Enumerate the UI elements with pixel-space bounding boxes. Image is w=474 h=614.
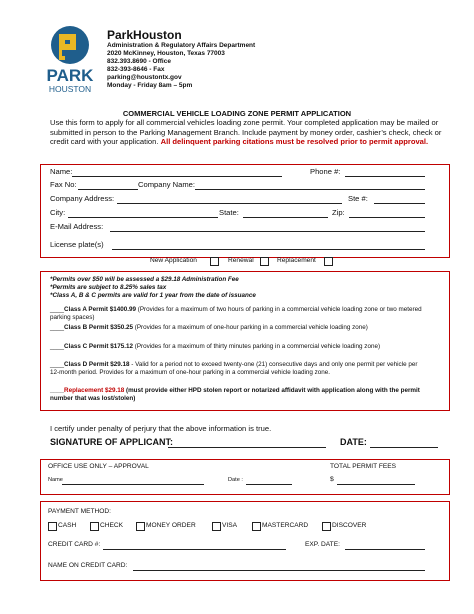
money-order-label: MONEY ORDER (146, 522, 196, 529)
company-name-label: Company Name: (138, 180, 195, 189)
certify-statement: I certify under penalty of perjury that the above information is true. (50, 424, 272, 433)
svg-text:PARK: PARK (46, 66, 94, 85)
credit-card-label: CREDIT CARD #: (48, 541, 101, 548)
zip-label: Zip: (332, 208, 345, 217)
replacement-desc: (must provide either HPD stolen report or notarized affidavit with application along with the permit number that was lost/stolen) (50, 387, 420, 403)
phone-field[interactable] (345, 176, 425, 177)
payment-method-label: PAYMENT METHOD: (48, 508, 112, 515)
class-c-name: Class C Permit $175.12 (64, 343, 133, 350)
intro-body: Use this form to apply for all commercial vehicles loading zone permit. Your completed application may be mailed or submitted in person to the Parking Management Branch. Include payment by money order, cashier’s check, check or credit card with your application. (50, 118, 442, 147)
card-name-label: NAME ON CREDIT CARD: (48, 562, 128, 569)
mastercard-label: MASTERCARD (262, 522, 309, 529)
class-a-name: Class A Permit $1400.99 (64, 306, 137, 313)
intro-warning: All delinquent parking citations must be resolved prior to permit approval. (160, 137, 429, 147)
class-a-desc: (Provides for a maximum of two hours of parking in a commercial vehicle loading zone or two metered parking spaces) (50, 306, 422, 322)
fax-line: 832-393-8646 - Fax (107, 66, 165, 73)
city-label: City: (50, 208, 66, 217)
replacement-label: Replacement (277, 257, 316, 264)
credit-card-field[interactable] (103, 549, 286, 550)
mastercard-checkbox[interactable] (252, 522, 261, 531)
cash-checkbox[interactable] (48, 522, 57, 531)
date-label: DATE: (340, 437, 367, 447)
email-field[interactable] (110, 231, 425, 232)
name-field[interactable] (72, 176, 282, 177)
email-label: E-Mail Address: (50, 222, 104, 231)
check-label: CHECK (100, 522, 124, 529)
intro-text (50, 118, 445, 147)
parkhouston-logo (40, 25, 100, 97)
company-address-label: Company Address: (50, 194, 115, 203)
zip-field[interactable] (349, 217, 425, 218)
signature-label: SIGNATURE OF APPLICANT: (50, 437, 173, 447)
dollar-sign: $ (330, 476, 334, 483)
note-validity: *Class A, B & C permits are valid for 1 year from the date of issuance (50, 292, 256, 299)
signature-date-field[interactable] (370, 447, 438, 448)
ste-field[interactable] (374, 203, 425, 204)
office-use-header: OFFICE USE ONLY – APPROVAL (48, 463, 149, 470)
office-name-label: Name (48, 477, 63, 483)
replacement-permit[interactable]: ____Replacement $29.18 (must provide either HPD stolen report or notarized affidavit with application along with the permit number that was lost/stolen) (50, 387, 420, 403)
fax-field[interactable] (78, 189, 138, 190)
license-field[interactable] (112, 249, 425, 250)
renewal-label: Renewal (228, 257, 254, 264)
exp-date-field[interactable] (345, 549, 425, 550)
signature-field[interactable] (168, 447, 326, 448)
class-d-desc: - Valid for a period not to exceed twenty-one (21) consecutive days and only one permit per vehicle per 12-month period. Provides for a maximum of one-hour parking in a commercial vehicle loading zone. (50, 361, 418, 377)
class-b-desc: (Provides for a maximum of one-hour parking in a commercial vehicle loading zone) (132, 324, 368, 331)
address-line: 2020 McKinney, Houston, Texas 77003 (107, 50, 225, 57)
ste-label: Ste #: (348, 194, 368, 203)
card-name-field[interactable] (133, 570, 425, 571)
office-date-field[interactable] (246, 484, 292, 485)
cash-label: CASH (58, 522, 77, 529)
discover-label: DISCOVER (332, 522, 367, 529)
discover-checkbox[interactable] (322, 522, 331, 531)
dept-line: Administration & Regulatory Affairs Department (107, 42, 256, 49)
svg-text:HOUSTON: HOUSTON (48, 84, 92, 94)
replacement-checkbox[interactable] (324, 257, 333, 266)
money-order-checkbox[interactable] (136, 522, 145, 531)
office-phone: 832.393.8690 - Office (107, 58, 171, 65)
renewal-checkbox[interactable] (260, 257, 269, 266)
new-application-checkbox[interactable] (210, 257, 219, 266)
class-b-name: Class B Permit $350.25 (64, 324, 133, 331)
check-checkbox[interactable] (90, 522, 99, 531)
fax-label: Fax No: (50, 180, 77, 189)
visa-checkbox[interactable] (212, 522, 221, 531)
state-field[interactable] (243, 217, 328, 218)
name-label: Name: (50, 167, 73, 176)
class-c-permit[interactable]: ____Class C Permit $175.12 (Provides for a maximum of thirty minutes parking in a commercial vehicle loading zone) (50, 343, 381, 350)
class-d-permit[interactable]: ____Class D Permit $29.18 - Valid for a period not to exceed twenty-one (21) consecutive days and only one permit per vehicle per 12-month period. Provides for a maximum of one-hour parking in a commercial vehicle loading zone. (50, 361, 418, 377)
office-date-label: Date : (228, 477, 243, 483)
hours-line: Monday - Friday 8am – 5pm (107, 82, 193, 89)
phone-label: Phone #: (310, 167, 341, 176)
class-a-permit[interactable]: ____Class A Permit $1400.99 (Provides for a maximum of two hours of parking in a commercial vehicle loading zone or two metered parking spaces) (50, 306, 422, 322)
total-fees-field[interactable] (337, 484, 415, 485)
new-application-label: New Application (150, 257, 197, 264)
class-b-permit[interactable]: ____Class B Permit $350.25 (Provides for a maximum of one-hour parking in a commercial vehicle loading zone) (50, 324, 368, 331)
replacement-name: Replacement $29.18 (64, 387, 125, 394)
form-title: COMMERCIAL VEHICLE LOADING ZONE PERMIT APPLICATION (122, 109, 352, 118)
office-name-field[interactable] (62, 484, 204, 485)
class-c-desc: (Provides for a maximum of thirty minutes parking in a commercial vehicle loading zone) (132, 343, 381, 350)
email-line: parking@houstontx.gov (107, 74, 182, 81)
org-name: ParkHouston (107, 28, 182, 42)
class-d-name: Class D Permit $29.18 (64, 361, 130, 368)
visa-label: VISA (222, 522, 238, 529)
note-admin-fee: *Permits over $50 will be assessed a $29.18 Administration Fee (50, 276, 239, 283)
company-name-field[interactable] (195, 189, 425, 190)
license-label: License plate(s) (50, 240, 104, 249)
exp-date-label: EXP. DATE: (305, 541, 340, 548)
company-address-field[interactable] (117, 203, 342, 204)
note-sales-tax: *Permits are subject to 8.25% sales tax (50, 284, 167, 291)
state-label: State: (219, 208, 239, 217)
city-field[interactable] (68, 217, 218, 218)
total-fees-label: TOTAL PERMIT FEES (330, 463, 397, 470)
